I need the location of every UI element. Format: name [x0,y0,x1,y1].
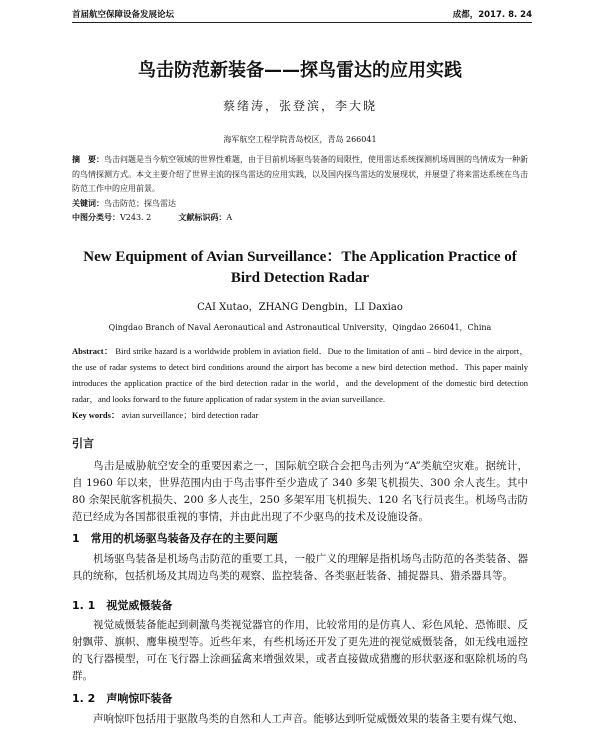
en-keywords-text: avian surveillance；bird detection radar [121,410,259,420]
cn-keywords-label: 关键词： [72,199,104,208]
header-right: 成都，2017. 8. 24 [452,10,532,20]
section1-heading: 1 常用的机场驱鸟装备及存在的主要问题 [72,532,278,545]
header-left: 首届航空保障设备发展论坛 [72,10,175,20]
cn-abstract-text: 鸟击问题是当今航空领域的世界性难题，由于目前机场驱鸟装备的局限性，使用雷达系统探测机场周围的鸟情成为一种新的鸟情探测方式。本文主要介绍了世界主流的探鸟雷达的应用实践，以及国内探鸟雷达的发展现状，并展望了将来雷达系统在鸟击防范工作中的应用前景。 [72,155,528,193]
en-title-line2: Bird Detection Radar [230,270,370,286]
section11-body [72,617,528,685]
section12-paragraph: 声响惊吓包括用于驱散鸟类的自然和人工声音。能够达到听觉威慑效果的装备主要有煤气炮、 [93,713,524,725]
section11-paragraph: 视觉威慑装备能起到刺激鸟类视觉器官的作用，比较常用的是仿真人、彩色风轮、恐怖眼、反射飘带、旗帜、鹰隼模型等。近些年来，有些机场还开发了更先进的视觉威慑装备，如无线电遥控的飞行器模型，可在飞行器上涂画猛禽来增强效果，或者直接做成猎鹰的形状驱逐和驱除机场的鸟群。 [72,619,528,682]
cn-doc-label: 文献标识码： [178,213,227,222]
cn-abstract [72,153,528,197]
en-abstract-label: Abstract： [72,346,113,356]
cn-class-value: V243. 2 [120,213,152,222]
cn-abstract-label: 摘 要： [72,155,104,164]
cn-keywords [72,197,528,212]
cn-affiliation: 海军航空工程学院青岛校区，青岛 266041 [223,135,377,144]
en-authors: CAI Xutao，ZHANG Dengbin，LI Daxiao [197,302,403,313]
en-keywords-label: Key words： [72,410,120,420]
cn-authors: 蔡绪涛，张登滨，李大晓 [222,99,377,113]
en-affiliation: Qingdao Branch of Naval Aeronautical and Astronautical University，Qingdao 266041，China [108,323,492,332]
en-title [0,247,600,289]
cn-title: 鸟击防范新装备——探鸟雷达的应用实践 [138,60,462,81]
section12-body [72,711,528,728]
running-header [72,8,532,23]
cn-keywords-text: 鸟击防范；探鸟雷达 [104,199,176,208]
section11-heading: 1. 1 视觉威慑装备 [72,599,173,612]
cn-classification [72,211,528,226]
section1-body [72,551,528,585]
en-title-line1: New Equipment of Avian Surveillance：The Application Practice of [83,249,517,265]
intro-paragraph: 鸟击是威胁航空安全的重要因素之一，国际航空联合会把鸟击列为“A”类航空灾难。据统计，自 1960 年以来，世界范围内由于鸟击事件至少造成了 340 多架飞机损失、300 余人丧生。其中 80 余架民航客机损失、200 多人丧生，250 多架军用飞机损失、120 名飞行员丧生。机场鸟击防范已经成为各国都很重视的事情，并由此出现了不少驱鸟的技术及设施设备。 [72,460,528,523]
cn-doc-value: A [226,213,233,222]
intro-heading: 引言 [72,437,94,450]
cn-class-label: 中图分类号： [72,213,120,222]
intro-body [72,458,528,526]
en-abstract-text: Bird strike hazard is a worldwide problem in aviation field．Due to the limitation of anti – bird device in the airport，the use of radar systems to detect bird conditions around the airport has become a new bird detection method．This paper mainly introduces the application practice of the bird detection radar in the world，and the development of the domestic bird detection radar，and looks forward to the future application of radar system in the avian surveillance. [72,346,528,404]
en-abstract [72,343,528,423]
section1-paragraph: 机场驱鸟装备是机场鸟击防范的重要工具，一般广义的理解是指机场鸟击防范的各类装备、器具的统称，包括机场及其周边鸟类的观察、监控装备、各类驱赶装备、捕捉器具、猎杀器具等。 [72,553,528,582]
section12-heading: 1. 2 声响惊吓装备 [72,692,173,705]
